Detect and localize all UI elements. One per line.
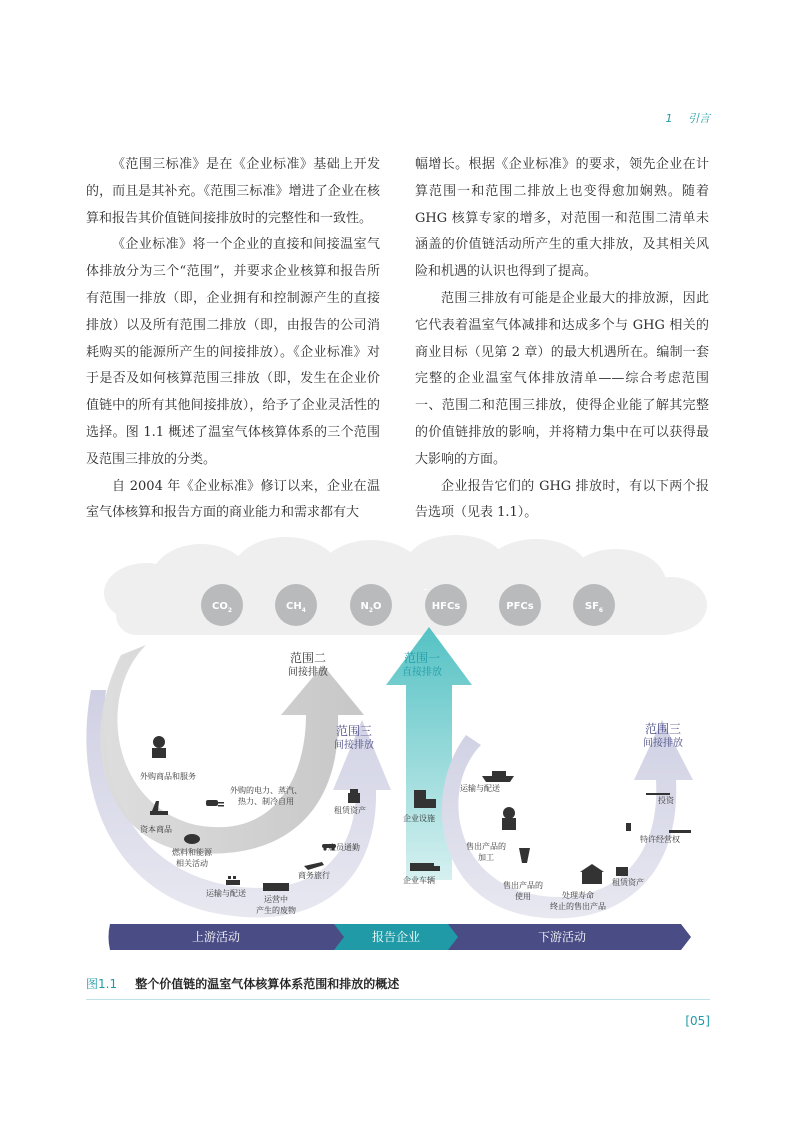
activity-bar: [109, 924, 692, 950]
gas-bubble: [275, 584, 317, 626]
right-text-column: [415, 152, 709, 527]
label-business-travel: 商务旅行: [298, 871, 330, 880]
svg-text:CH4: $CH_4$: [286, 601, 306, 614]
scope3-upstream-subtitle: 间接排放: [334, 740, 374, 751]
house-icon: [616, 867, 628, 876]
upstream-label: 上游活动: [191, 930, 241, 944]
caption-divider: [86, 999, 710, 1000]
downstream-label: 下游活动: [537, 930, 587, 944]
label-end-of-life: 处理寿命: [562, 891, 594, 900]
airplane-icon: [304, 862, 324, 870]
gas-bubble: [573, 584, 615, 626]
gas-bubble: [499, 584, 541, 626]
gas-bubble: [425, 584, 467, 626]
label-capital-goods: 资本商品: [140, 825, 172, 834]
fuel-icon: [184, 834, 200, 844]
gas-bubble: [201, 584, 243, 626]
plug-icon: [206, 800, 224, 807]
scope3-downstream-arrow: [442, 720, 693, 918]
paragraph: 《企业标准》将一个企业的直接和间接温室气体排放分为三个“范围”，并要求企业核算和报告所有范围一排放（即，企业拥有和控制源产生的直接排放）以及所有范围二排放（即，由报告的公司消耗购买的能源所产生的间接排放）。《企业标准》对于是否及如何核算范围三排放（即，发生在企业价值链中的所有其他间接排放），给予了企业灵活性的选择。图 1.1 概述了温室气体核算体系的三个范围及范围三排放的分类。: [86, 237, 380, 467]
label-purchased-energy: 外购的电力、蒸汽、: [230, 786, 302, 795]
label-fuel-energy: 燃料和能源: [172, 848, 212, 857]
gas-label: SF: [584, 601, 599, 612]
label-facilities: 企业设施: [403, 814, 435, 823]
lightbulb-icon: [519, 848, 530, 863]
label-vehicles: 企业车辆: [403, 876, 435, 885]
gas-label: PFCs: [506, 601, 534, 612]
chapter-title: 引言: [688, 112, 710, 125]
paragraph: 企业报告它们的 GHG 排放时，有以下两个报告选项（见表 1.1）。: [415, 478, 709, 521]
svg-text:SF6: $SF_6$: [584, 601, 604, 614]
label-waste: 运营中: [264, 895, 288, 904]
gas-label: HFCs: [431, 601, 461, 612]
scope3-downstream-title: 范围三: [644, 722, 682, 736]
paragraph: 范围三排放有可能是企业最大的排放源，因此它代表着温室气体减排和达成多个与 GHG 相关的商业目标（见第 2 章）的最大机遇所在。编制一套完整的企业温室气体排放清单——综合考虑范围一、范围二和范围三排放，使得企业能了解其完整的价值链排放的影响，并将精力集中在可以获得最大影响的方面。: [415, 290, 709, 467]
scope1-subtitle: 直接排放: [402, 667, 442, 678]
scope2-subtitle: 间接排放: [288, 667, 328, 678]
ship-icon: [482, 771, 514, 782]
label-purchased-energy: 热力、制冷自用: [238, 797, 294, 806]
label-use: 使用: [515, 892, 531, 901]
scope3-downstream-subtitle: 间接排放: [643, 738, 683, 749]
label-leased-assets: 租赁资产: [334, 806, 366, 815]
label-end-of-life: 终止的售出产品: [550, 902, 606, 911]
label-waste: 产生的废物: [256, 906, 296, 915]
factory-icon: [152, 736, 166, 758]
recycling-icon: [580, 864, 604, 884]
label-fuel-energy: 相关活动: [176, 859, 208, 868]
label-transport: 运输与配送: [206, 889, 246, 898]
chapter-number: 1: [665, 112, 673, 125]
scope3-upstream-title: 范围三: [335, 724, 373, 738]
processing-factory-icon: [502, 807, 516, 830]
value-chain-figure: [86, 535, 710, 965]
reporting-label: 报告企业: [371, 930, 421, 944]
gas-bubble: [350, 584, 392, 626]
cloud-backdrop: [104, 535, 707, 635]
running-header: [666, 110, 711, 126]
label-processing: 加工: [478, 853, 494, 862]
paragraph: 自 2004 年《企业标准》修订以来，企业在温室气体核算和报告方面的商业能力和需求都有大: [86, 478, 380, 521]
label-use: 售出产品的: [503, 881, 543, 890]
label-commuting: 雇员通勤: [328, 843, 360, 852]
svg-text:CO2: $CO_2$: [211, 601, 233, 614]
page-number: [05]: [685, 1014, 710, 1028]
label-downstream-leased-assets: 租赁资产: [612, 878, 644, 887]
label-downstream-transport: 运输与配送: [460, 784, 500, 793]
label-franchises: 特许经营权: [640, 835, 680, 844]
gas-label: N: [360, 601, 369, 612]
left-text-column: [86, 152, 380, 527]
figure-title: 整个价值链的温室气体核算体系范围和排放的概述: [135, 977, 400, 991]
figure-number: 图1.1: [86, 977, 118, 991]
svg-text:N2O: $N_2O$: [360, 601, 382, 614]
scope2-title: 范围二: [289, 651, 327, 665]
label-investments: 投资: [658, 796, 674, 805]
gas-label: CO: [211, 601, 228, 612]
transport-icon: [226, 876, 240, 885]
gas-label: CH: [286, 601, 302, 612]
paragraph: 幅增长。根据《企业标准》的要求，领先企业在计算范围一和范围二排放上也变得愈加娴熟。随着 GHG 核算专家的增多，对范围一和范围二清单未涵盖的价值链活动所产生的重大排放，及其相关风险和机遇的认识也得到了提高。: [415, 157, 709, 280]
figure-caption: [86, 975, 399, 992]
figure-canvas: [86, 535, 710, 965]
paragraph: 《范围三标准》是在《企业标准》基础上开发的，而且是其补充。《范围三标准》增进了企业在核算和报告其价值链间接排放时的完整性和一致性。: [86, 157, 380, 226]
investment-icon: [646, 793, 670, 795]
label-processing: 售出产品的: [466, 842, 506, 851]
waste-icon: [263, 883, 289, 891]
scope1-title: 范围一: [403, 651, 441, 665]
label-purchased-goods: 外购商品和服务: [140, 772, 196, 781]
